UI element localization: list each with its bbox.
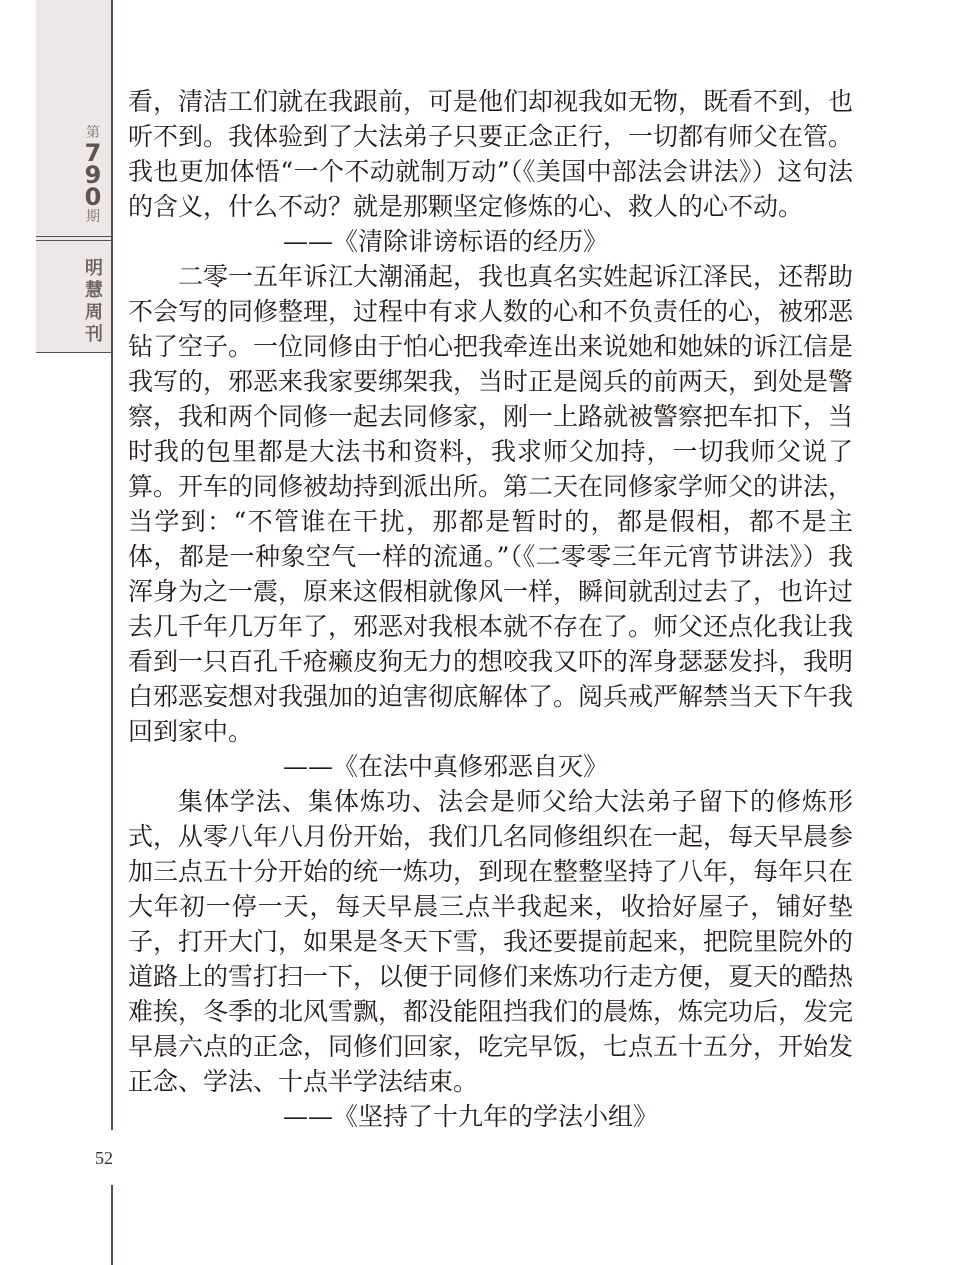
magazine-title xyxy=(80,258,108,346)
source-citation: ——《清除诽谤标语的经历》 xyxy=(283,227,609,256)
source-citation: ——《在法中真修邪恶自灭》 xyxy=(283,752,609,781)
margin-rule-top xyxy=(111,0,113,1130)
margin-rule-bottom xyxy=(111,1185,113,1265)
magazine-title-char: 明 xyxy=(85,258,103,279)
divider-line xyxy=(36,236,112,237)
magazine-title-char: 慧 xyxy=(85,280,103,301)
issue-prefix: 第 xyxy=(86,125,100,141)
issue-digit: 7 xyxy=(84,139,102,167)
issue-label xyxy=(78,124,108,226)
paragraph: 二零一五年诉江大潮涌起，我也真名实姓起诉江泽民，还帮助不会写的同修整理，过程中有求人数的心和不负责任的心，被邪恶钻了空子。一位同修由于怕心把我牵连出来说她和她妹的诉江信是我写的，邪恶来我家要绑架我，当时正是阅兵的前两天，到处是警察，我和两个同修一起去同修家，刚一上路就被警察把车扣下，当时我的包里都是大法书和资料，我求师父加持，一切我师父说了算。开车的同修被劫持到派出所。第二天在同修家学师父的讲法，当学到：“不管谁在干扰，那都是暂时的，都是假相，都不是主体，都是一种象空气一样的流通。”（《二零零三年元宵节讲法》）我浑身为之一震，原来这假相就像风一样，瞬间就刮过去了，也许过去几千年几万年了，邪恶对我根本就不存在了。师父还点化我让我看到一只百孔千疮癞皮狗无力的想咬我又吓的浑身瑟瑟发抖，我明白邪恶妄想对我强加的迫害彻底解体了。阅兵戒严解禁当天下午我回到家中。 xyxy=(128,262,854,746)
issue-digit: 0 xyxy=(84,183,102,211)
issue-number xyxy=(78,139,108,211)
issue-suffix: 期 xyxy=(86,209,100,225)
magazine-title-char: 刊 xyxy=(85,324,103,345)
page-number: 52 xyxy=(95,1148,113,1168)
issue-digit: 9 xyxy=(84,161,102,189)
paragraph: 集体学法、集体炼功、法会是师父给大法弟子留下的修炼形式，从零八年八月份开始，我们几名同修组织在一起，每天早晨参加三点五十分开始的统一炼功，到现在整整坚持了八年，每年只在大年初一停一天，每天早晨三点半我起来，收拾好屋子，铺好垫子，打开大门，如果是冬天下雪，我还要提前起来，把院里院外的道路上的雪打扫一下，以便于同修们来炼功行走方便，夏天的酷热难挨，冬季的北风雪飘，都没能阻挡我们的晨炼，炼完功后，发完早晨六点的正念，同修们回家，吃完早饭，七点五十五分，开始发正念、学法、十点半学法结束。 xyxy=(128,787,854,1096)
source-citation: ——《坚持了十九年的学法小组》 xyxy=(283,1102,659,1131)
article-body xyxy=(128,84,853,1134)
magazine-title-char: 周 xyxy=(85,302,103,323)
paragraph-continuation: 看，清洁工们就在我跟前，可是他们却视我如无物，既看不到，也听不到。我体验到了大法弟子只要正念正行，一切都有师父在管。我也更加体悟“一个不动就制万动”（《美国中部法会讲法》）这句法的含义，什么不动？就是那颗坚定修炼的心、救人的心不动。 xyxy=(128,87,854,221)
divider-line xyxy=(36,352,112,353)
divider-line xyxy=(36,240,112,241)
